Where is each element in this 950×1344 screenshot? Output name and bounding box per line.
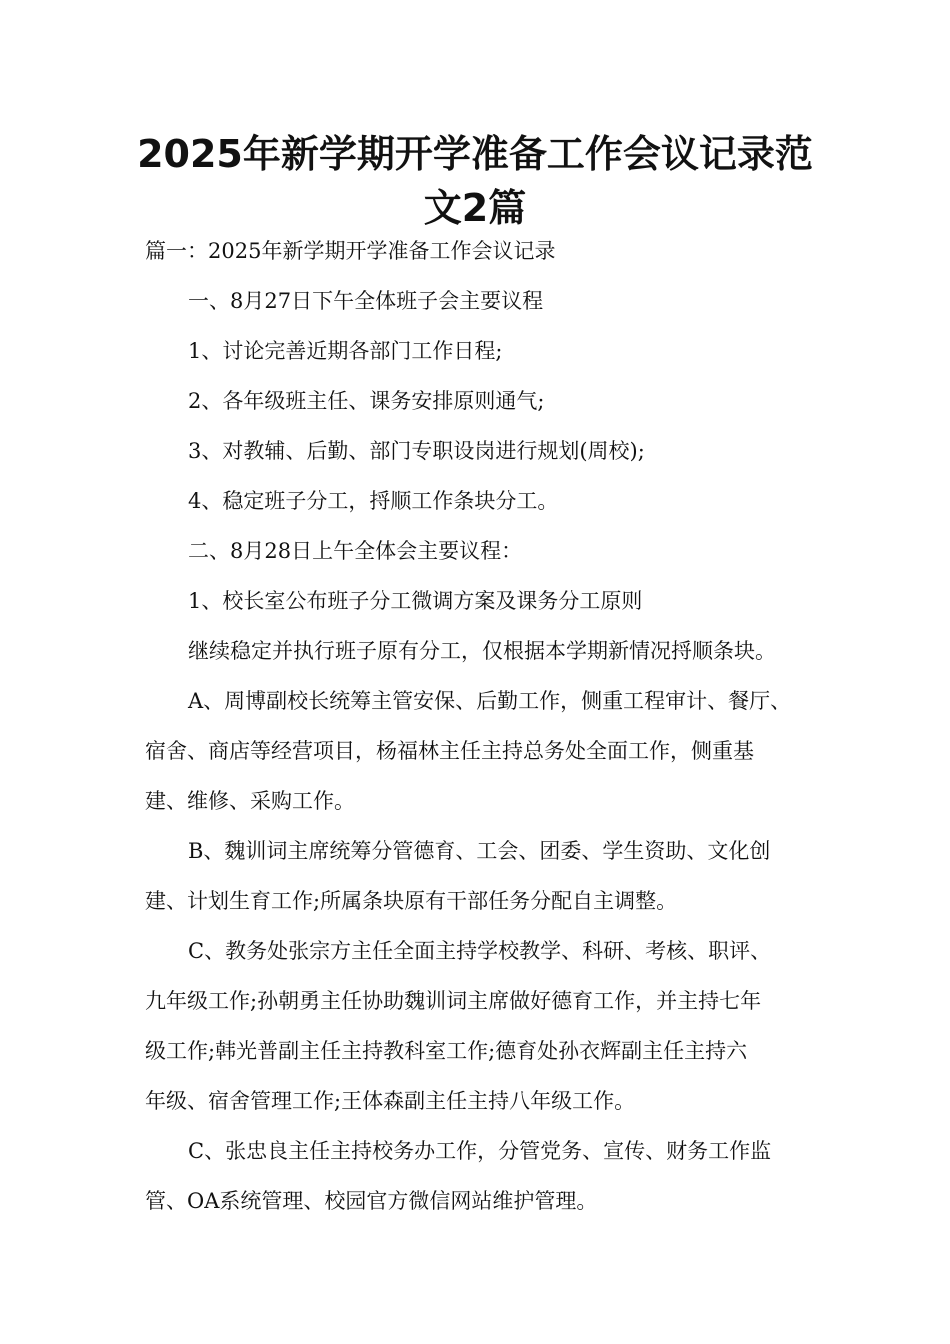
document-title-line-2: 文2篇 [423, 186, 527, 230]
agenda-item-3: 3、对教辅、后勤、部门专职设岗进行规划(周校); [188, 439, 645, 463]
paragraph-c-line-1: C、教务处张宗方主任全面主持学校教学、科研、考核、职评、 [188, 939, 772, 963]
paragraph-a-line-2: 宿舍、商店等经营项目，杨福林主任主持总务处全面工作，侧重基 [145, 739, 754, 763]
paragraph-c2-line-2: 管、OA系统管理、校园官方微信网站维护管理。 [145, 1189, 598, 1213]
agenda-item-4: 4、稳定班子分工，捋顺工作条块分工。 [188, 489, 559, 513]
paragraph-c-line-2: 九年级工作;孙朝勇主任协助魏训词主席做好德育工作，并主持七年 [145, 989, 762, 1013]
agenda-item-1: 1、讨论完善近期各部门工作日程; [188, 339, 503, 363]
paragraph-b-line-1: B、魏训词主席统筹分管德育、工会、团委、学生资助、文化创 [188, 839, 771, 863]
agenda-item-2: 2、各年级班主任、课务安排原则通气; [188, 389, 545, 413]
paragraph-b-line-2: 建、计划生育工作;所属条块原有干部任务分配自主调整。 [145, 889, 678, 913]
paragraph-c-line-3: 级工作;韩光普副主任主持教科室工作;德育处孙衣辉副主任主持六 [145, 1039, 748, 1063]
section-heading-part-one: 篇一：2025年新学期开学准备工作会议记录 [145, 239, 556, 263]
paragraph-c2-line-1: C、张忠良主任主持校务办工作，分管党务、宣传、财务工作监 [188, 1139, 772, 1163]
paragraph-a-line-1: A、周博副校长统筹主管安保、后勤工作，侧重工程审计、餐厅、 [188, 689, 792, 713]
agenda-item-announcement: 1、校长室公布班子分工微调方案及课务分工原则 [188, 589, 643, 613]
document-title-line-1: 2025年新学期开学准备工作会议记录范 [137, 132, 813, 176]
paragraph-line: 继续稳定并执行班子原有分工，仅根据本学期新情况捋顺条块。 [188, 639, 776, 663]
paragraph-a-line-3: 建、维修、采购工作。 [145, 789, 355, 813]
agenda-heading-aug28: 二、8月28日上午全体会主要议程： [188, 539, 523, 563]
agenda-heading-aug27: 一、8月27日下午全体班子会主要议程 [188, 289, 544, 313]
paragraph-c-line-4: 年级、宿舍管理工作;王体森副主任主持八年级工作。 [145, 1089, 636, 1113]
